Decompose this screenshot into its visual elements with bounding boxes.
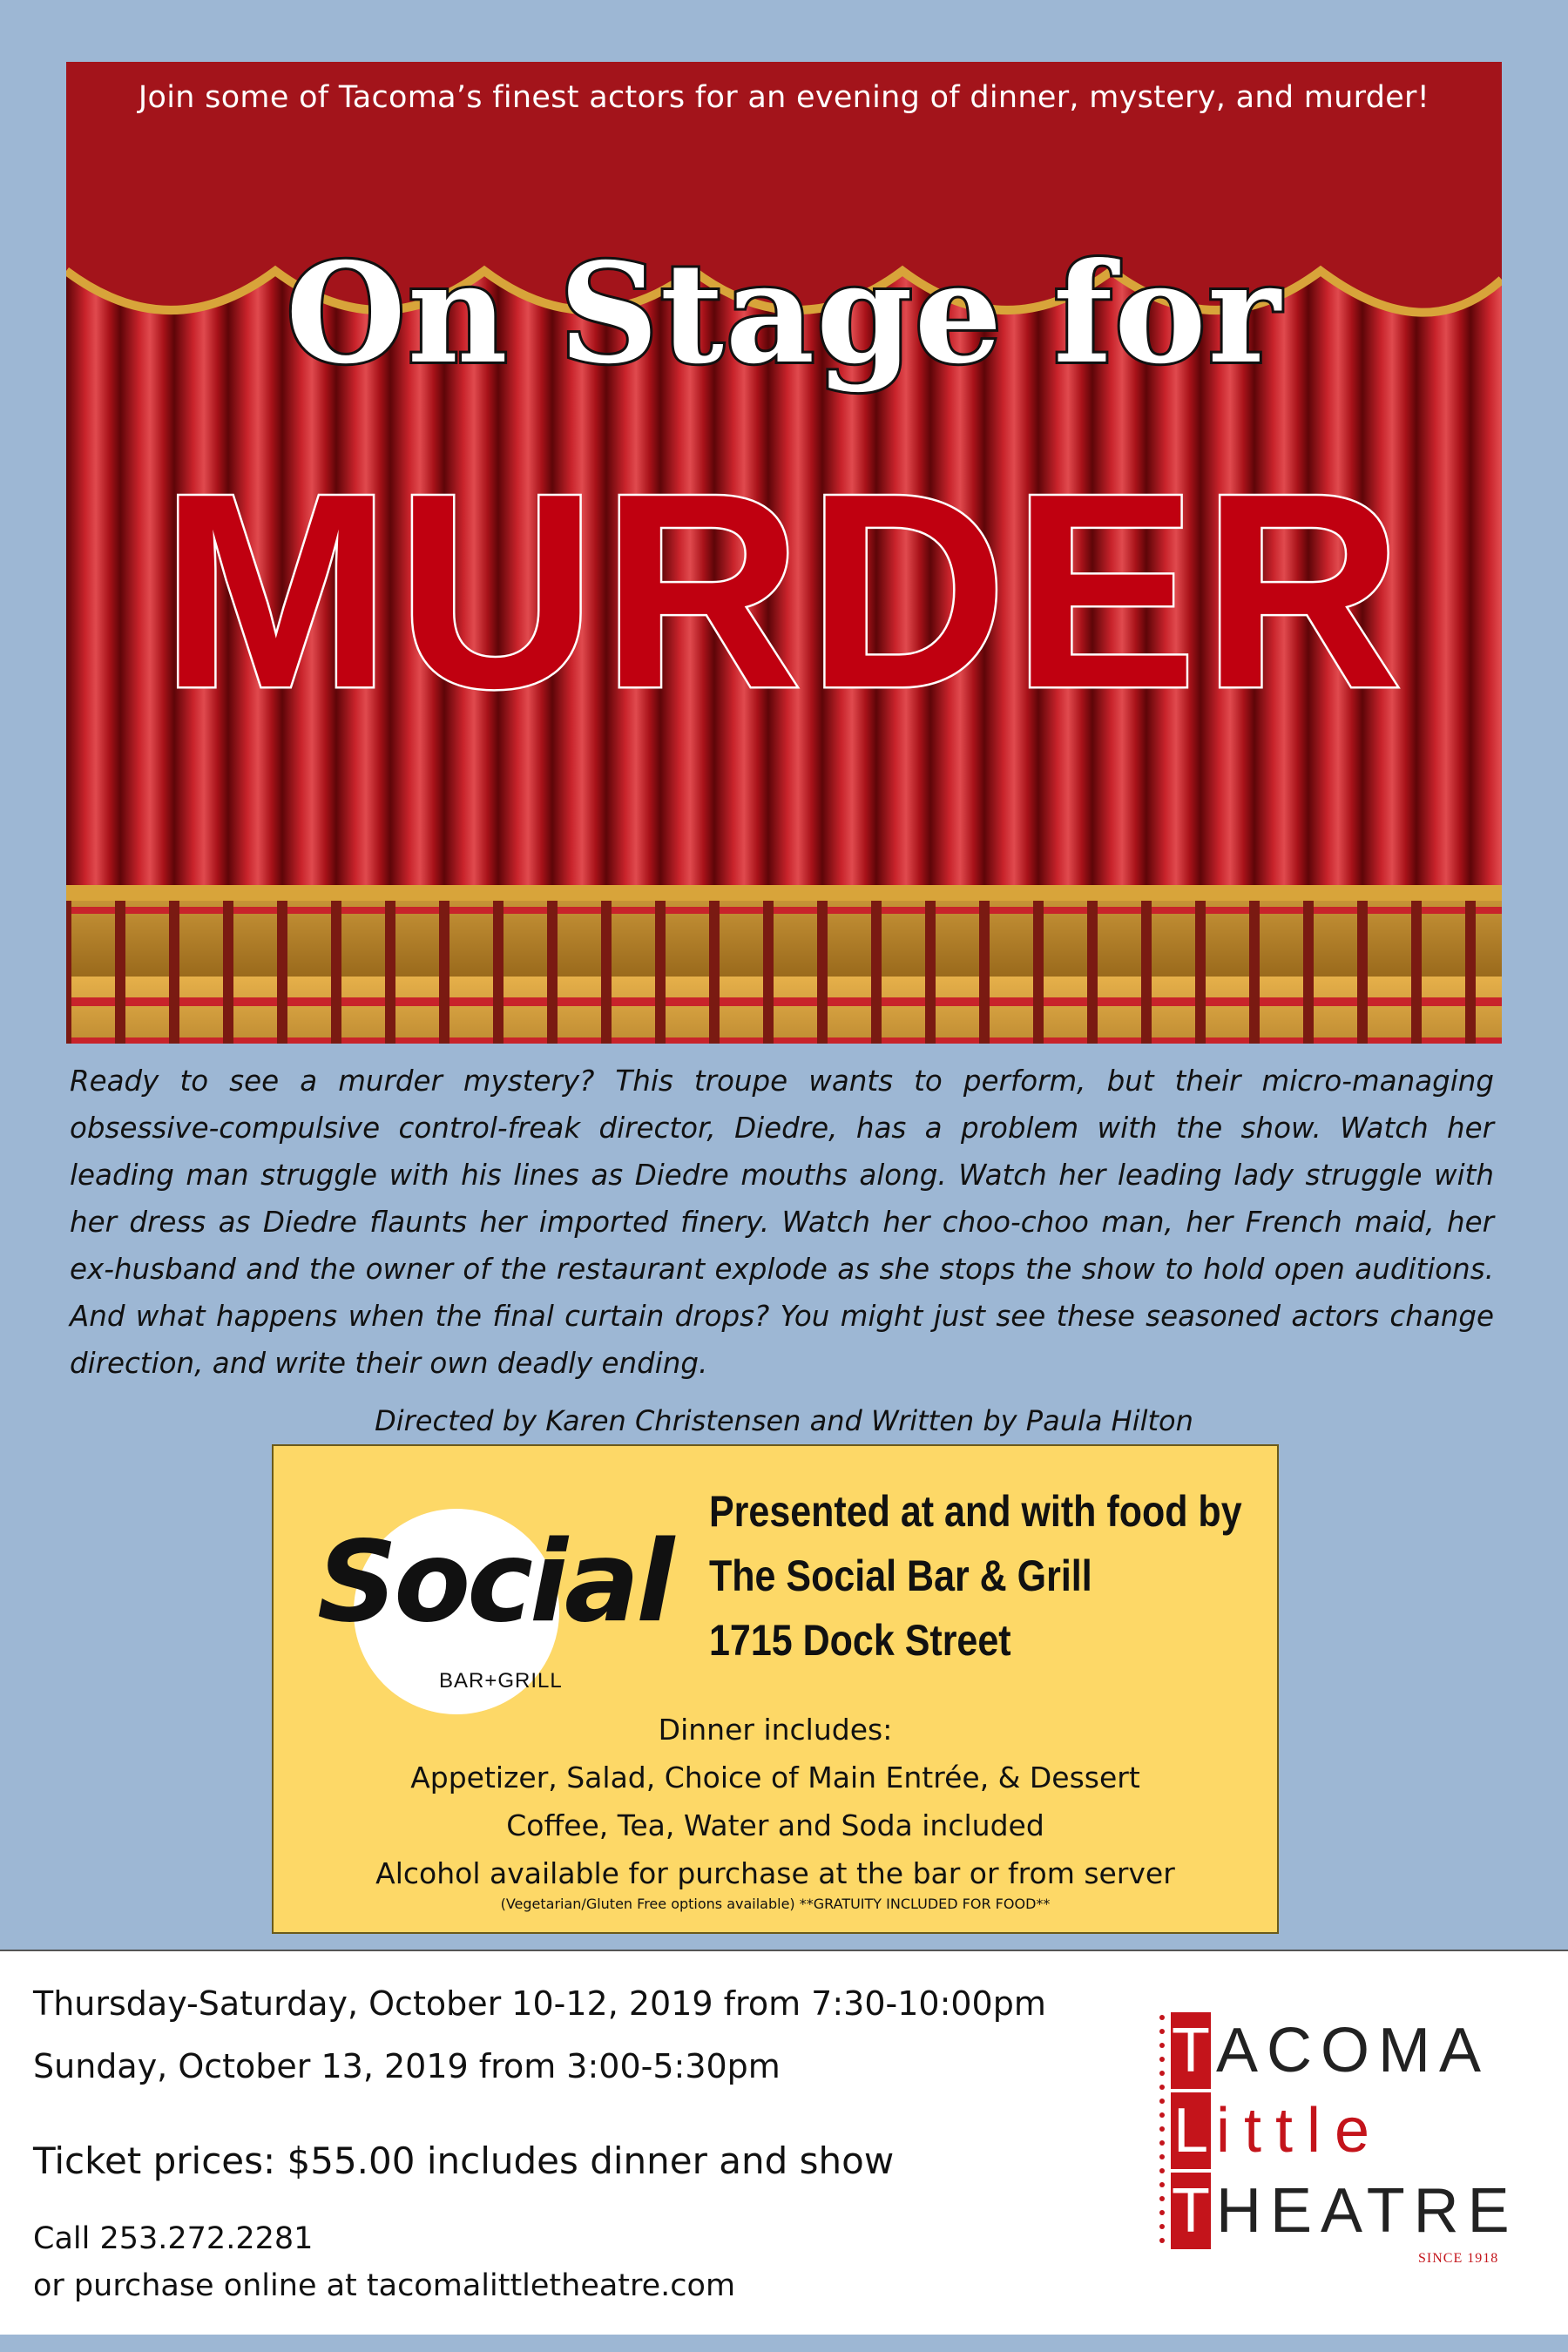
performance-dates-weekday: Thursday-Saturday, October 10-12, 2019 from 7:30-10:00pm <box>33 1984 1046 2023</box>
venue-heading-line: Presented at and with food by <box>709 1487 1242 1536</box>
dinner-line: Alcohol available for purchase at the bar or from server <box>375 1856 1175 1890</box>
logo-initial-t2: T <box>1171 2173 1211 2249</box>
social-logo-text: Social <box>317 1517 672 1647</box>
performance-date-sunday: Sunday, October 13, 2019 from 3:00-5:30pm <box>33 2047 781 2085</box>
logo-initial-t: T <box>1171 2012 1211 2089</box>
website-link: or purchase online at tacomalittletheatre.com <box>33 2268 736 2303</box>
tagline: Join some of Tacoma’s finest actors for an evening of dinner, mystery, and murder! <box>138 80 1430 115</box>
logo-dot-column-icon <box>1159 2012 1166 2247</box>
credits: Directed by Karen Christensen and Written by Paula Hilton <box>375 1404 1193 1437</box>
tacoma-little-theatre-logo <box>1159 2012 1542 2291</box>
dinner-note: (Vegetarian/Gluten Free options available) **GRATUITY INCLUDED FOR FOOD** <box>500 1896 1051 1912</box>
dinner-line: Appetizer, Salad, Choice of Main Entrée, & Dessert <box>410 1761 1140 1794</box>
logo-since: SINCE 1918 <box>1418 2251 1499 2266</box>
title-murder: MURDER <box>160 436 1408 746</box>
logo-word-acoma: ACOMA <box>1216 2016 1490 2085</box>
show-description: Ready to see a murder mystery? This troupe wants to perform, but their micro-managing obsessive-compulsive control-freak director, Diedre, has a problem with the show. Watch her leading man struggle with his lines as Diedre mouths along. Watch her leading lady struggle with her dress as Diedre flaunts her imported finery. Watch her choo-choo man, her French maid, her ex-husband and the owner of the restaurant explode as she stops the show to hold open auditions. And what happens when the final curtain drops? You might just see these seasoned actors change direction, and write their own deadly ending. <box>70 1064 1494 1380</box>
logo-word-heatre: HEATRE <box>1216 2176 1518 2246</box>
venue-heading <box>709 1479 1242 1673</box>
phone-number: Call 253.272.2281 <box>33 2221 314 2256</box>
ticket-prices: Ticket prices: $55.00 includes dinner and show <box>33 2139 895 2182</box>
venue-box <box>272 1444 1279 1934</box>
logo-initial-l: L <box>1171 2092 1211 2169</box>
footer-band <box>0 2335 1568 2352</box>
venue-heading-line: The Social Bar & Grill <box>709 1551 1092 1600</box>
title-on-stage-for: On Stage for <box>286 233 1282 395</box>
social-logo-subtext: BAR+GRILL <box>439 1669 563 1693</box>
venue-heading-line: 1715 Dock Street <box>709 1616 1011 1665</box>
dinner-line: Coffee, Tea, Water and Soda included <box>506 1808 1044 1842</box>
dinner-line: Dinner includes: <box>658 1713 893 1747</box>
logo-word-ittle: ittle <box>1216 2096 1384 2166</box>
dinner-details <box>274 1706 1277 1897</box>
social-bar-grill-logo <box>317 1472 672 1716</box>
